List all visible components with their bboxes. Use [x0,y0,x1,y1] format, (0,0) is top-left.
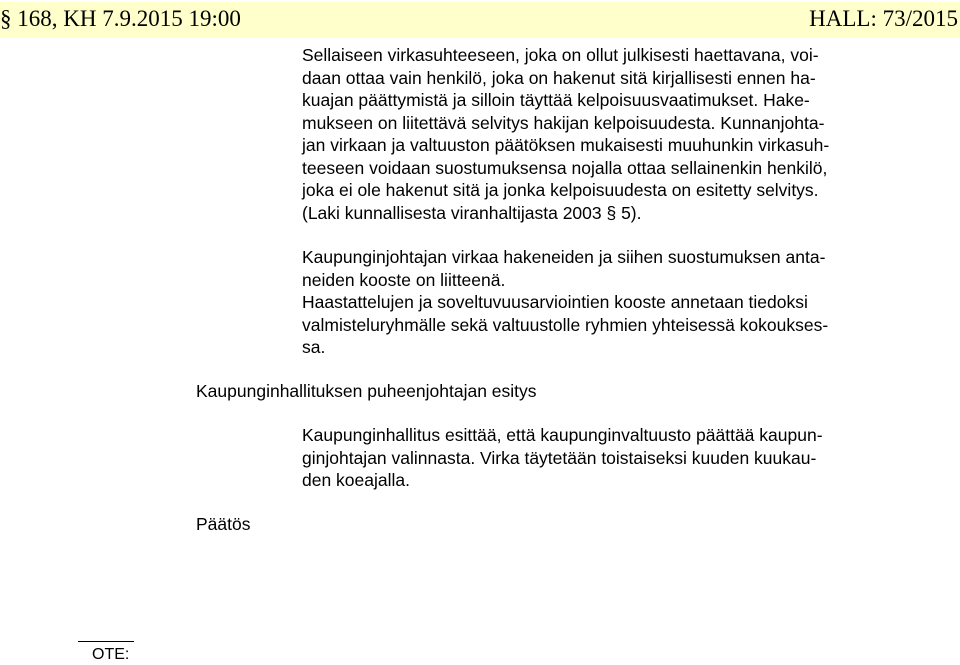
proposal-heading: Kaupunginhallituksen puheenjohtajan esitys [196,381,537,401]
decision-heading: Päätös [196,514,251,534]
text-line: (Laki kunnallisesta viranhaltijasta 2003 § 5). [302,202,642,223]
text-line: jan virkaan ja valtuuston päätöksen mukaisesti muuhunkin virkasuh- [302,135,830,155]
text-line: neiden kooste on liitteenä. [302,269,506,290]
meeting-reference: § 168, KH 7.9.2015 19:00 [0,6,241,31]
text-line: valmisteluryhmälle sekä valtuustolle ryhmien yhteisessä kokoukses- [302,314,829,335]
text-line: joka ei ole hakenut sitä ja jonka kelpoisuudesta on esitetty selvitys. [302,180,819,200]
text-line: den koeajalla. [302,470,410,490]
applicants-paragraph [302,246,892,359]
proposal-paragraph [302,424,892,492]
text-line: Haastattelujen ja soveltuvuusarviointien kooste annetaan tiedoksi [302,292,808,312]
text-line: teeseen voidaan suostumuksensa nojalla ottaa sellainenkin henkilö, [302,157,828,178]
legal-background-paragraph [302,44,892,224]
meeting-header [0,2,960,38]
text-line: Kaupunginjohtajan virkaa hakeneiden ja siihen suostumuksen anta- [302,247,826,267]
text-line: Sellaiseen virkasuhteeseen, joka on ollut julkisesti haettavana, voi- [302,45,819,65]
text-line: sa. [302,337,326,357]
text-line: ginjohtajan valinnasta. Virka täytetään toistaiseksi kuuden kuukau- [302,447,817,468]
footer-divider [78,641,134,642]
text-line: mukseen on liitettävä selvitys hakijan kelpoisuudesta. Kunnanjohta- [302,112,825,133]
text-line: daan ottaa vain henkilö, joka on hakenut sitä kirjallisesti ennen ha- [302,67,816,88]
text-line: Kaupunginhallitus esittää, että kaupunginvaltuusto päättää kaupun- [302,425,823,445]
excerpt-label: OTE: [92,646,130,663]
case-number: HALL: 73/2015 [809,6,958,31]
text-line: kuajan päättymistä ja silloin täyttää kelpoisuusvaatimukset. Hake- [302,90,810,110]
